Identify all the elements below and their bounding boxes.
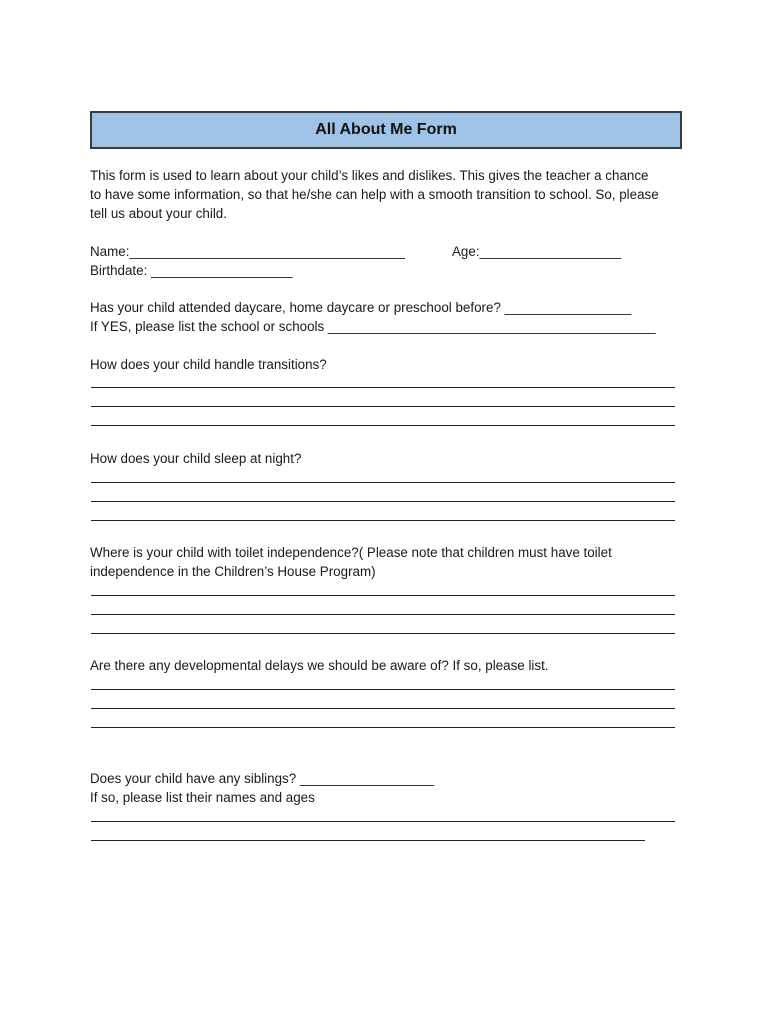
toilet-question-line-1: Where is your child with toilet independence?( Please note that children must have toilet	[90, 545, 612, 560]
delays-answer-line-2[interactable]	[91, 708, 675, 709]
transitions-question: How does your child handle transitions?	[90, 357, 327, 372]
transitions-answer-line-1[interactable]	[91, 387, 675, 388]
siblings-question[interactable]: Does your child have any siblings? __________________	[90, 771, 434, 786]
siblings-followup: If so, please list their names and ages	[90, 790, 315, 805]
form-title: All About Me Form	[315, 121, 457, 138]
transitions-answer-line-2[interactable]	[91, 406, 675, 407]
siblings-answer-line-1[interactable]	[91, 821, 675, 822]
intro-line-2: to have some information, so that he/she can help with a smooth transition to school. So, please	[90, 187, 659, 202]
form-title-box	[90, 111, 682, 149]
birthdate-field[interactable]: Birthdate: ___________________	[90, 263, 293, 278]
sleep-answer-line-1[interactable]	[91, 482, 675, 483]
age-field[interactable]: Age:___________________	[452, 244, 622, 259]
toilet-answer-line-2[interactable]	[91, 614, 675, 615]
sleep-question: How does your child sleep at night?	[90, 451, 302, 466]
sleep-answer-line-2[interactable]	[91, 501, 675, 502]
toilet-answer-line-1[interactable]	[91, 595, 675, 596]
siblings-answer-line-2[interactable]	[91, 840, 645, 841]
toilet-answer-line-3[interactable]	[91, 633, 675, 634]
daycare-followup[interactable]: If YES, please list the school or schools ____________________________________________	[90, 319, 656, 334]
name-field[interactable]: Name:_____________________________________	[90, 244, 405, 259]
intro-line-1: This form is used to learn about your child’s likes and dislikes. This gives the teacher a chance	[90, 168, 649, 183]
toilet-question-line-2: independence in the Children’s House Program)	[90, 564, 376, 579]
delays-answer-line-1[interactable]	[91, 689, 675, 690]
transitions-answer-line-3[interactable]	[91, 425, 675, 426]
delays-answer-line-3[interactable]	[91, 727, 675, 728]
delays-question: Are there any developmental delays we should be aware of? If so, please list.	[90, 658, 549, 673]
sleep-answer-line-3[interactable]	[91, 520, 675, 521]
daycare-question[interactable]: Has your child attended daycare, home daycare or preschool before? _________________	[90, 300, 632, 315]
intro-line-3: tell us about your child.	[90, 206, 227, 221]
